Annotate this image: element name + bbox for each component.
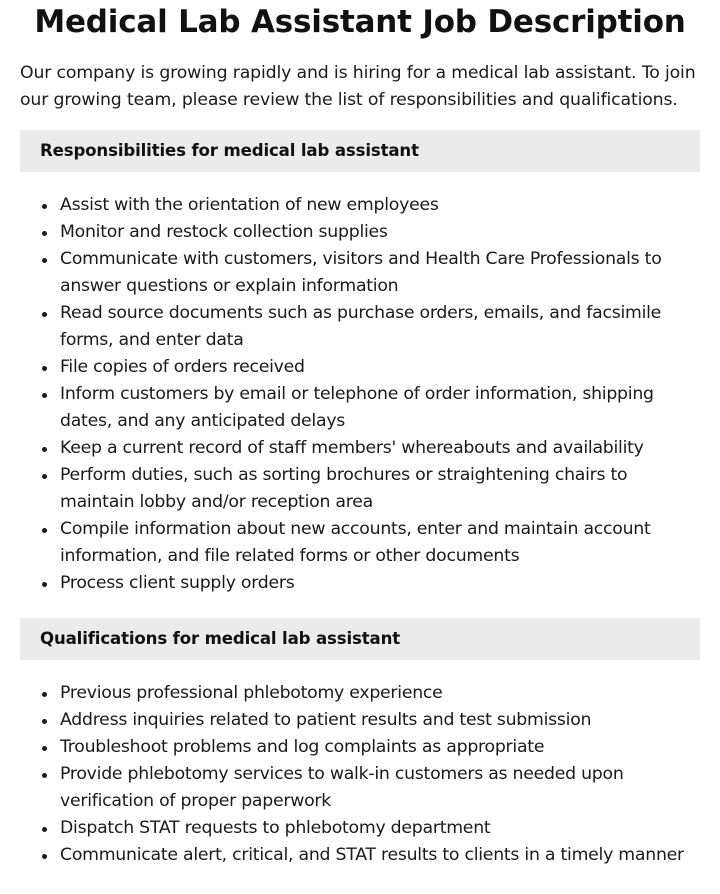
list-item: Troubleshoot problems and log complaints as appropriate [60,734,700,761]
list-item: Keep a current record of staff members' whereabouts and availability [60,435,700,462]
responsibilities-list [20,192,700,597]
list-item: Previous professional phlebotomy experience [60,680,700,707]
list-item: Inform customers by email or telephone of order information, shipping dates, and any anticipated delays [60,381,700,435]
qualifications-list [20,680,700,869]
list-item: Perform duties, such as sorting brochures or straightening chairs to maintain lobby and/or reception area [60,462,700,516]
qualifications-heading: Qualifications for medical lab assistant [20,618,700,660]
list-item: Address inquiries related to patient results and test submission [60,707,700,734]
list-item: Communicate with customers, visitors and Health Care Professionals to answer questions or explain information [60,246,700,300]
list-item: Compile information about new accounts, enter and maintain account information, and file related forms or other documents [60,516,700,570]
intro-paragraph: Our company is growing rapidly and is hiring for a medical lab assistant. To join our growing team, please review the list of responsibilities and qualifications. [20,63,696,110]
list-item: Dispatch STAT requests to phlebotomy department [60,815,700,842]
list-item: Read source documents such as purchase orders, emails, and facsimile forms, and enter data [60,300,700,354]
page-title: Medical Lab Assistant Job Description [34,4,686,40]
list-item: Process client supply orders [60,570,700,597]
responsibilities-heading: Responsibilities for medical lab assistant [20,130,700,172]
list-item: File copies of orders received [60,354,700,381]
list-item: Assist with the orientation of new employees [60,192,700,219]
list-item: Communicate alert, critical, and STAT results to clients in a timely manner [60,842,700,869]
list-item: Provide phlebotomy services to walk-in customers as needed upon verification of proper paperwork [60,761,700,815]
list-item: Monitor and restock collection supplies [60,219,700,246]
